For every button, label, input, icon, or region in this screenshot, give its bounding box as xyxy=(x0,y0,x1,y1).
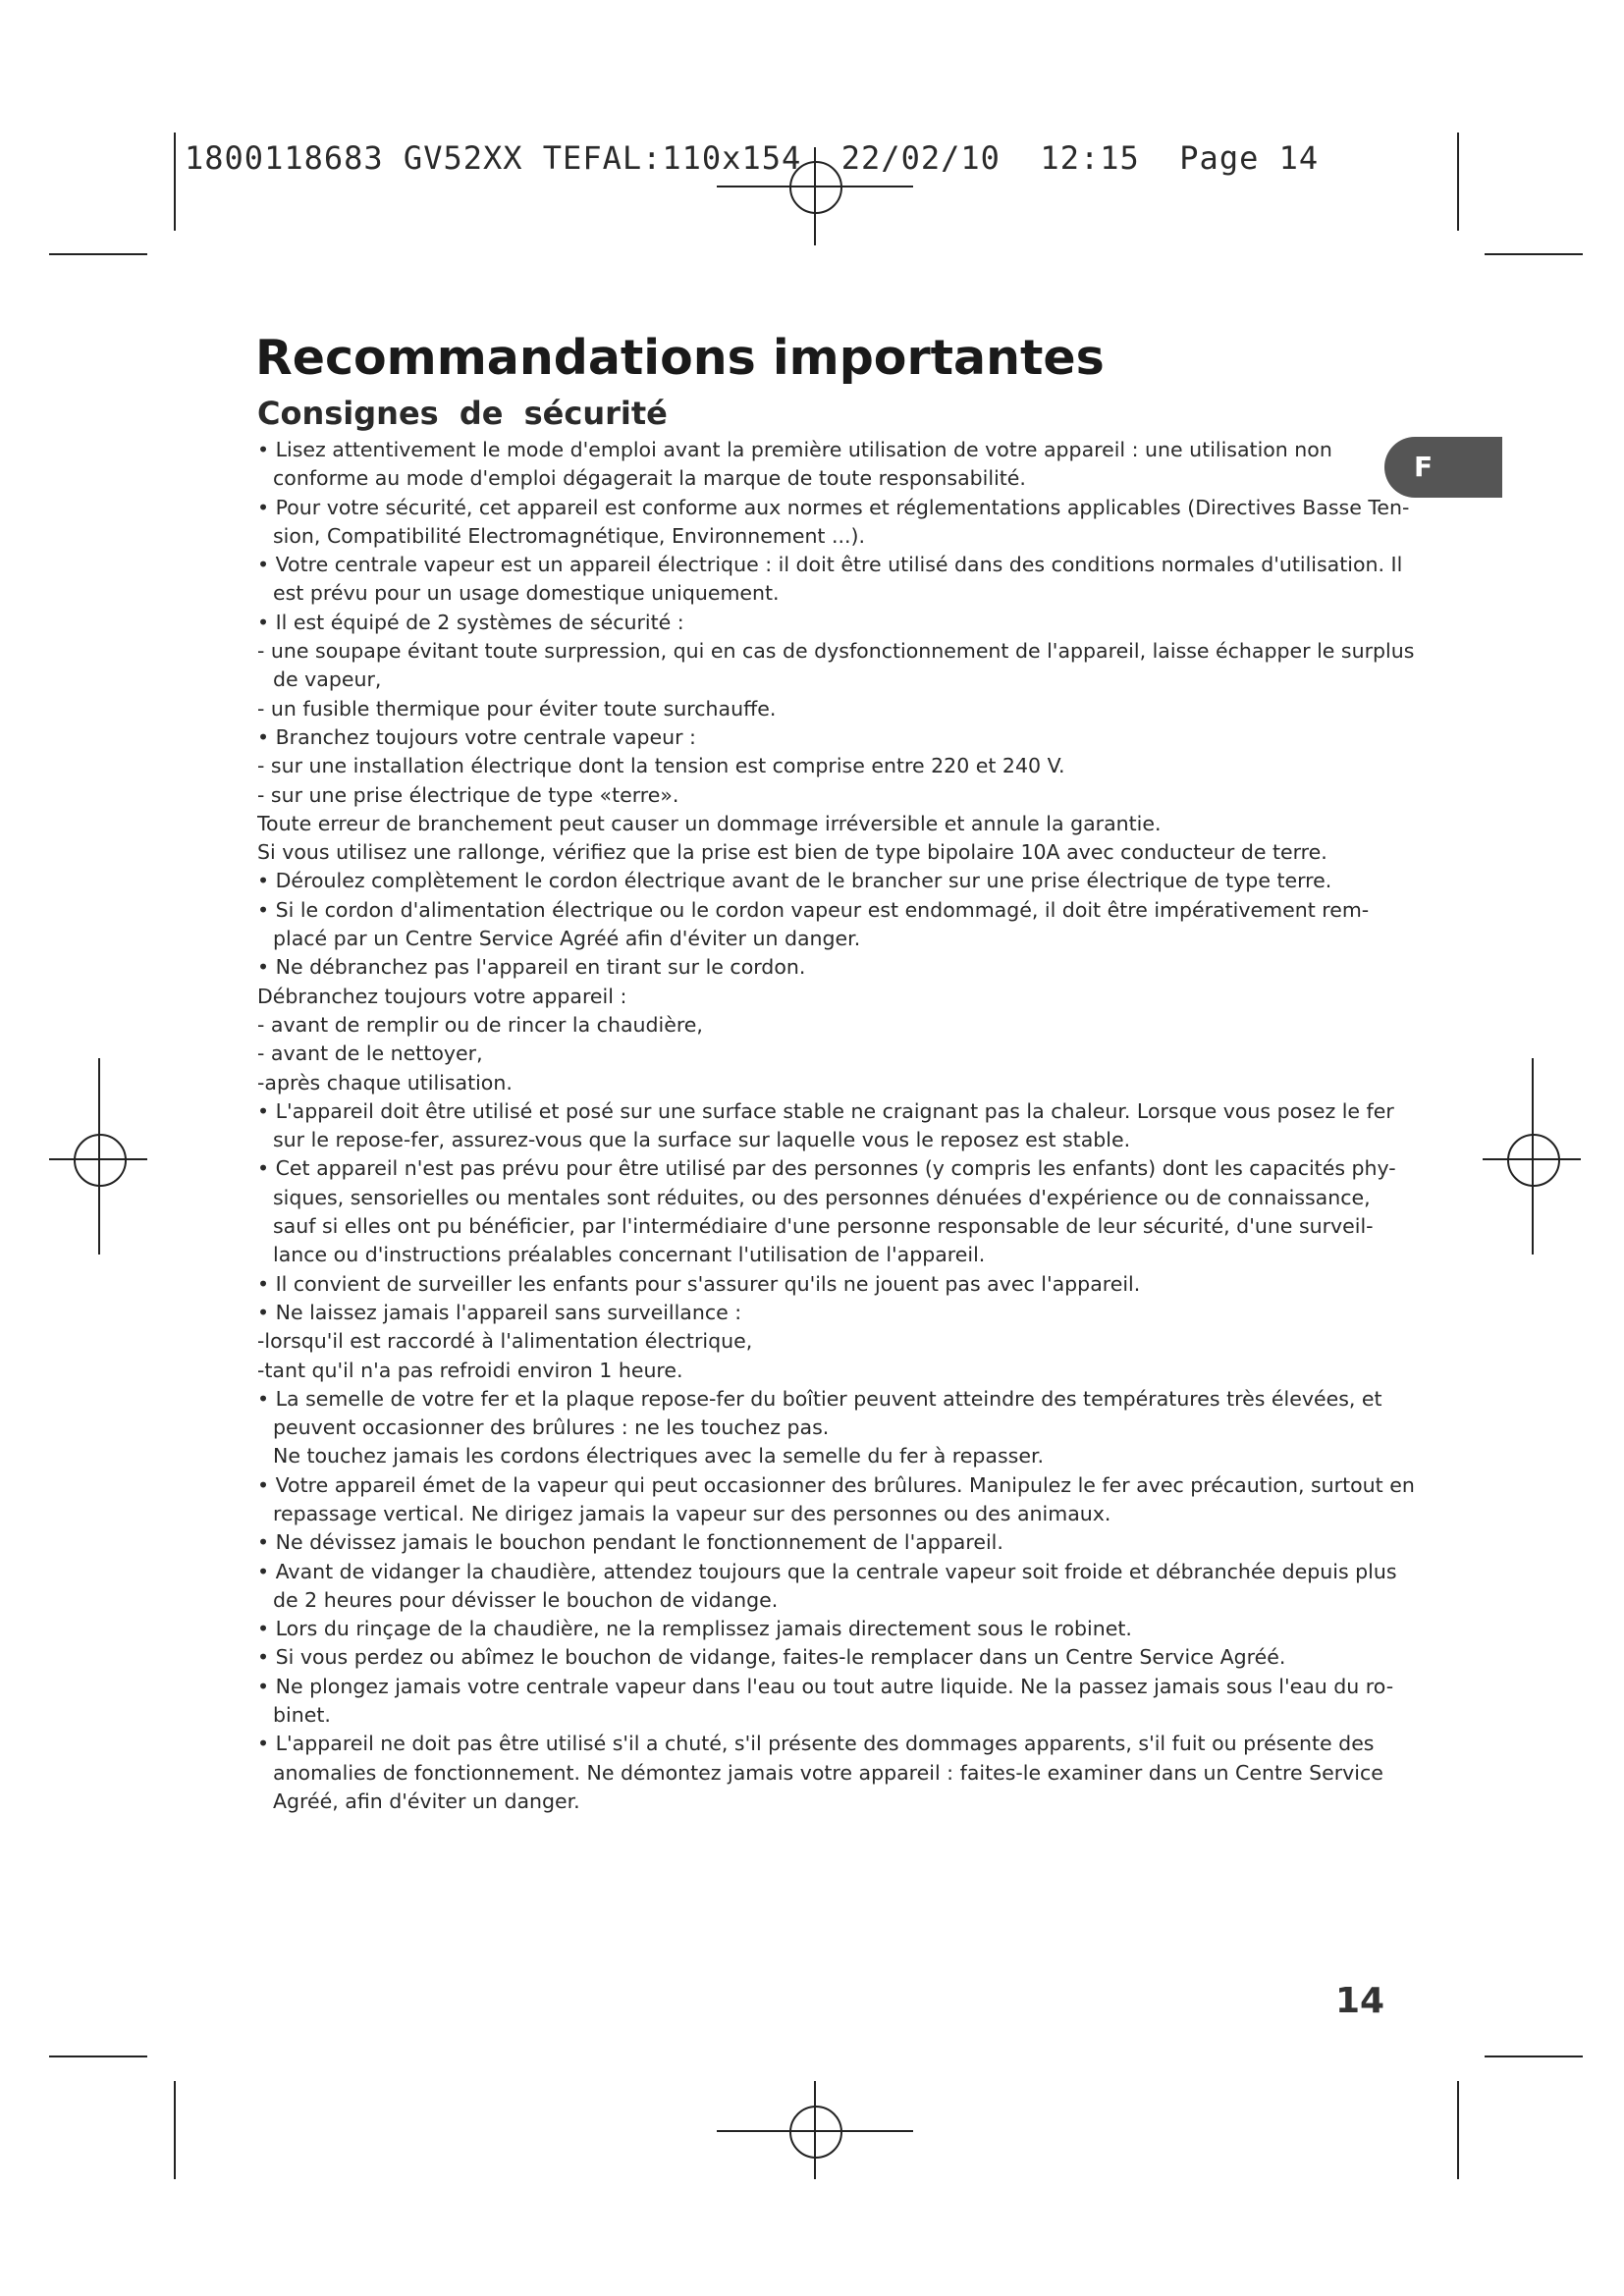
text-line: • Branchez toujours votre centrale vapeur : xyxy=(257,724,696,749)
text-line: peuvent occasionner des brûlures : ne les touchez pas. xyxy=(273,1415,830,1440)
text-line: Si vous utilisez une rallonge, vérifiez que la prise est bien de type bipolaire 10A avec conducteur de terre. xyxy=(257,840,1327,865)
text-line: sur le repose-fer, assurez-vous que la surface sur laquelle vous le reposez est stable. xyxy=(273,1128,1131,1152)
crop-mark-top-left-vertical xyxy=(174,133,176,231)
text-line: -après chaque utilisation. xyxy=(257,1070,513,1095)
text-line: - avant de remplir ou de rincer la chaudière, xyxy=(257,1012,703,1037)
text-line: • Lisez attentivement le mode d'emploi avant la première utilisation de votre appareil : une utilisation non xyxy=(257,438,1332,461)
text-line: lance ou d'instructions préalables concernant l'utilisation de l'appareil. xyxy=(273,1243,986,1267)
page-title: Recommandations importantes xyxy=(255,330,1105,386)
text-line: • Cet appareil n'est pas prévu pour être utilisé par des personnes (y compris les enfants) dont les capacités phy- xyxy=(257,1156,1396,1181)
language-tab: F xyxy=(1384,437,1502,498)
text-line: conforme au mode d'emploi dégagerait la marque de toute responsabilité. xyxy=(273,466,1026,491)
crop-mark-bottom-right-vertical xyxy=(1457,2081,1459,2179)
text-line: siques, sensorielles ou mentales sont réduites, ou des personnes dénuées d'expérience ou de connaissance, xyxy=(273,1185,1371,1209)
registration-mark-bottom xyxy=(789,2106,842,2159)
page-number: 14 xyxy=(1335,1981,1385,2021)
crop-mark-top-right-horizontal xyxy=(1485,253,1583,255)
text-line: • Ne laissez jamais l'appareil sans surveillance : xyxy=(257,1300,742,1324)
text-line: • Ne débranchez pas l'appareil en tirant sur le cordon. xyxy=(257,955,806,980)
text-line: de 2 heures pour dévisser le bouchon de vidange. xyxy=(273,1587,779,1612)
text-line: repassage vertical. Ne dirigez jamais la vapeur sur des personnes ou des animaux. xyxy=(273,1501,1111,1525)
text-line: binet. xyxy=(273,1703,331,1728)
crop-mark-top-right-vertical xyxy=(1457,133,1459,231)
text-line: • Votre centrale vapeur est un appareil électrique : il doit être utilisé dans des conditions normales d'utilisation. Il xyxy=(257,553,1403,577)
text-line: • Il est équipé de 2 systèmes de sécurité : xyxy=(257,610,684,634)
text-line: sion, Compatibilité Electromagnétique, Environnement ...). xyxy=(273,523,866,548)
text-line: sauf si elles ont pu bénéficier, par l'intermédiaire d'une personne responsable de leur sécurité, d'une surveil- xyxy=(273,1214,1374,1239)
safety-instructions xyxy=(257,436,1502,1816)
crop-mark-top-left-horizontal xyxy=(49,253,147,255)
section-subtitle: Consignes de sécurité xyxy=(257,395,668,432)
text-line: Toute erreur de branchement peut causer un dommage irréversible et annule la garantie. xyxy=(257,811,1162,835)
text-line: • Avant de vidanger la chaudière, attendez toujours que la centrale vapeur soit froide et débranchée depuis plus xyxy=(257,1559,1397,1583)
text-line: • La semelle de votre fer et la plaque repose-fer du boîtier peuvent atteindre des températures très élevées, et xyxy=(257,1386,1382,1411)
text-line: - un fusible thermique pour éviter toute surchauffe. xyxy=(257,696,777,721)
text-line: • L'appareil ne doit pas être utilisé s'il a chuté, s'il présente des dommages apparents, s'il fuit ou présente des xyxy=(257,1732,1375,1756)
text-line: Débranchez toujours votre appareil : xyxy=(257,984,627,1008)
text-line: est prévu pour un usage domestique uniquement. xyxy=(273,581,780,606)
text-line: • Votre appareil émet de la vapeur qui peut occasionner des brûlures. Manipulez le fer avec précaution, surtout en xyxy=(257,1472,1415,1497)
registration-mark-left xyxy=(74,1134,127,1187)
text-line: • Si le cordon d'alimentation électrique ou le cordon vapeur est endommagé, il doit être impérativement rem- xyxy=(257,897,1370,922)
crop-mark-bottom-right-horizontal xyxy=(1485,2056,1583,2057)
text-line: anomalies de fonctionnement. Ne démontez jamais votre appareil : faites-le examiner dans un Centre Service xyxy=(273,1760,1383,1785)
text-line: de vapeur, xyxy=(273,667,382,692)
text-line: • L'appareil doit être utilisé et posé sur une surface stable ne craignant pas la chaleur. Lorsque vous posez le fer xyxy=(257,1098,1394,1123)
registration-mark-right xyxy=(1507,1134,1560,1187)
text-line: • Ne dévissez jamais le bouchon pendant le fonctionnement de l'appareil. xyxy=(257,1530,1003,1555)
registration-mark-bottom-v xyxy=(814,2081,816,2179)
print-header: 1800118683 GV52XX TEFAL:110x154 22/02/10 12:15 Page 14 xyxy=(185,139,1320,177)
text-line: - une soupape évitant toute surpression, qui en cas de dysfonctionnement de l'appareil, laisse échapper le surplus xyxy=(257,639,1415,664)
text-line: • Ne plongez jamais votre centrale vapeur dans l'eau ou tout autre liquide. Ne la passez jamais sous l'eau du ro- xyxy=(257,1674,1394,1698)
registration-mark-left-v xyxy=(98,1058,100,1255)
registration-mark-right-v xyxy=(1532,1058,1534,1255)
text-line: -tant qu'il n'a pas refroidi environ 1 heure. xyxy=(257,1358,683,1382)
text-line: • Il convient de surveiller les enfants pour s'assurer qu'ils ne jouent pas avec l'appareil. xyxy=(257,1271,1141,1296)
text-line: • Si vous perdez ou abîmez le bouchon de vidange, faites-le remplacer dans un Centre Service Agréé. xyxy=(257,1645,1286,1670)
text-line: - sur une installation électrique dont la tension est comprise entre 220 et 240 V. xyxy=(257,754,1065,778)
text-line: • Déroulez complètement le cordon électrique avant de le brancher sur une prise électrique de type terre. xyxy=(257,869,1332,893)
text-line: Agréé, afin d'éviter un danger. xyxy=(273,1789,580,1813)
text-line: - sur une prise électrique de type «terre». xyxy=(257,782,679,807)
text-line: placé par un Centre Service Agréé afin d'éviter un danger. xyxy=(273,927,861,951)
crop-mark-bottom-left-vertical xyxy=(174,2081,176,2179)
text-line: - avant de le nettoyer, xyxy=(257,1041,483,1066)
crop-mark-bottom-left-horizontal xyxy=(49,2056,147,2057)
text-line: • Pour votre sécurité, cet appareil est conforme aux normes et réglementations applicables (Directives Basse Ten- xyxy=(257,495,1410,519)
text-line: Ne touchez jamais les cordons électriques avec la semelle du fer à repasser. xyxy=(273,1444,1045,1468)
text-line: • Lors du rinçage de la chaudière, ne la remplissez jamais directement sous le robinet. xyxy=(257,1617,1132,1641)
text-line: -lorsqu'il est raccordé à l'alimentation électrique, xyxy=(257,1329,753,1354)
